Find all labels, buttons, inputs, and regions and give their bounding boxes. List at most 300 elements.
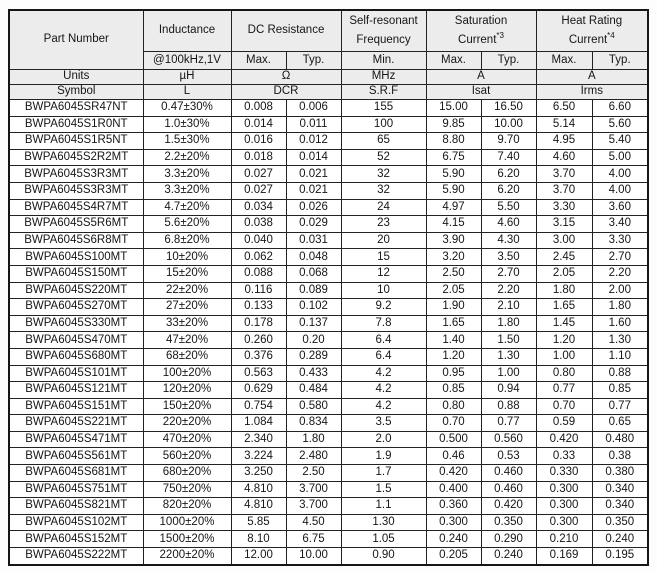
cell-isat_max: 0.420 — [426, 465, 481, 482]
cell-isat_typ: 2.20 — [481, 282, 536, 299]
cell-srf_min: 1.7 — [341, 465, 426, 482]
cell-irms_typ: 6.60 — [592, 100, 648, 117]
table-row — [9, 548, 648, 565]
cell-irms_typ: 0.240 — [592, 531, 648, 548]
cell-irms_max: 0.70 — [536, 398, 592, 415]
cell-part_number: BWPA6045S2R2MT — [9, 149, 143, 166]
cell-dcr_max: 0.754 — [231, 398, 286, 415]
cell-part_number: BWPA6045S5R6MT — [9, 216, 143, 233]
cell-isat_typ: 0.350 — [481, 514, 536, 531]
cell-dcr_max: 0.088 — [231, 265, 286, 282]
table-row — [9, 100, 648, 117]
cell-dcr_max: 0.133 — [231, 299, 286, 316]
cell-srf_min: 4.2 — [341, 382, 426, 399]
cell-isat_typ: 0.290 — [481, 531, 536, 548]
cell-dcr_max: 0.018 — [231, 149, 286, 166]
cell-part_number: BWPA6045S100MT — [9, 249, 143, 266]
cell-isat_typ: 4.30 — [481, 232, 536, 249]
cell-irms_typ: 1.60 — [592, 315, 648, 332]
cell-dcr_max: 12.00 — [231, 548, 286, 565]
cell-dcr_typ: 0.834 — [286, 415, 341, 432]
cell-part_number: BWPA6045S4R7MT — [9, 199, 143, 216]
cell-dcr_max: 3.224 — [231, 448, 286, 465]
unit-dcr: Ω — [231, 70, 341, 85]
cell-inductance: 1.5±30% — [143, 133, 231, 150]
cell-inductance: 10±20% — [143, 249, 231, 266]
cell-isat_typ: 6.20 — [481, 166, 536, 183]
cell-srf_min: 4.2 — [341, 398, 426, 415]
cell-srf_min: 6.4 — [341, 332, 426, 349]
cell-dcr_max: 0.260 — [231, 332, 286, 349]
cell-srf_min: 24 — [341, 199, 426, 216]
cell-srf_min: 1.9 — [341, 448, 426, 465]
inductor-spec-table — [8, 9, 649, 566]
cell-isat_typ: 2.70 — [481, 265, 536, 282]
col-header-saturation-current — [426, 10, 536, 52]
cell-srf_min: 52 — [341, 149, 426, 166]
cell-isat_max: 0.80 — [426, 398, 481, 415]
cell-part_number: BWPA6045S821MT — [9, 498, 143, 515]
header-line: Saturation — [454, 15, 508, 27]
cell-srf_min: 100 — [341, 116, 426, 133]
cell-isat_max: 5.90 — [426, 166, 481, 183]
cell-dcr_typ: 6.75 — [286, 531, 341, 548]
cell-irms_max: 2.05 — [536, 265, 592, 282]
unit-isat: A — [426, 70, 536, 85]
cell-irms_max: 6.50 — [536, 100, 592, 117]
cell-dcr_max: 0.629 — [231, 382, 286, 399]
cell-part_number: BWPA6045S152MT — [9, 531, 143, 548]
cell-irms_max: 2.45 — [536, 249, 592, 266]
cell-dcr_max: 0.034 — [231, 199, 286, 216]
cell-irms_max: 3.15 — [536, 216, 592, 233]
table-row — [9, 282, 648, 299]
col-header-part-number: Part Number — [9, 10, 143, 70]
cell-irms_typ: 0.85 — [592, 382, 648, 399]
cell-isat_max: 3.90 — [426, 232, 481, 249]
cell-isat_typ: 3.50 — [481, 249, 536, 266]
cell-isat_max: 1.65 — [426, 315, 481, 332]
subheader-irms-typ: Typ. — [592, 52, 648, 70]
cell-irms_max: 0.80 — [536, 365, 592, 382]
cell-part_number: BWPA6045S1R0NT — [9, 116, 143, 133]
cell-dcr_typ: 0.068 — [286, 265, 341, 282]
cell-isat_max: 0.46 — [426, 448, 481, 465]
cell-dcr_typ: 0.029 — [286, 216, 341, 233]
cell-srf_min: 0.90 — [341, 548, 426, 565]
cell-irms_max: 0.210 — [536, 531, 592, 548]
cell-dcr_max: 0.040 — [231, 232, 286, 249]
cell-dcr_max: 2.340 — [231, 431, 286, 448]
cell-irms_typ: 1.80 — [592, 299, 648, 316]
cell-dcr_typ: 0.021 — [286, 182, 341, 199]
cell-inductance: 100±20% — [143, 365, 231, 382]
cell-dcr_typ: 0.580 — [286, 398, 341, 415]
cell-part_number: BWPA6045S221MT — [9, 415, 143, 432]
cell-inductance: 220±20% — [143, 415, 231, 432]
cell-isat_max: 1.20 — [426, 348, 481, 365]
cell-irms_typ: 0.380 — [592, 465, 648, 482]
symbol-srf: S.R.F — [341, 85, 426, 100]
cell-isat_typ: 4.60 — [481, 216, 536, 233]
header-line: Frequency — [356, 34, 411, 46]
table-row — [9, 166, 648, 183]
cell-inductance: 1000±20% — [143, 514, 231, 531]
table-row — [9, 232, 648, 249]
symbol-irms: Irms — [536, 85, 648, 100]
cell-irms_typ: 0.65 — [592, 415, 648, 432]
cell-isat_max: 0.360 — [426, 498, 481, 515]
cell-irms_typ: 0.480 — [592, 431, 648, 448]
symbol-row — [9, 85, 648, 100]
units-row — [9, 70, 648, 85]
cell-inductance: 22±20% — [143, 282, 231, 299]
header-line: Heat Rating — [561, 15, 623, 27]
cell-dcr_typ: 0.102 — [286, 299, 341, 316]
cell-dcr_max: 0.062 — [231, 249, 286, 266]
subheader-isat-max: Max. — [426, 52, 481, 70]
cell-irms_typ: 3.40 — [592, 216, 648, 233]
cell-inductance: 750±20% — [143, 481, 231, 498]
cell-irms_max: 0.300 — [536, 498, 592, 515]
cell-irms_typ: 2.20 — [592, 265, 648, 282]
cell-srf_min: 1.5 — [341, 481, 426, 498]
cell-isat_typ: 10.00 — [481, 116, 536, 133]
cell-part_number: BWPA6045S270MT — [9, 299, 143, 316]
footnote-marker: *3 — [496, 31, 504, 41]
subheader-isat-typ: Typ. — [481, 52, 536, 70]
table-row — [9, 365, 648, 382]
table-row — [9, 299, 648, 316]
cell-isat_typ: 16.50 — [481, 100, 536, 117]
col-header-self-resonant-frequency — [341, 10, 426, 52]
cell-isat_max: 1.90 — [426, 299, 481, 316]
cell-part_number: BWPA6045S751MT — [9, 481, 143, 498]
table-row — [9, 265, 648, 282]
cell-part_number: BWPA6045S101MT — [9, 365, 143, 382]
cell-srf_min: 1.05 — [341, 531, 426, 548]
table-row — [9, 481, 648, 498]
cell-srf_min: 2.0 — [341, 431, 426, 448]
cell-irms_typ: 3.60 — [592, 199, 648, 216]
cell-inductance: 47±20% — [143, 332, 231, 349]
col-header-dc-resistance: DC Resistance — [231, 10, 341, 52]
cell-srf_min: 4.2 — [341, 365, 426, 382]
symbol-dcr: DCR — [231, 85, 341, 100]
cell-isat_typ: 0.53 — [481, 448, 536, 465]
cell-dcr_typ: 0.021 — [286, 166, 341, 183]
cell-irms_max: 0.300 — [536, 481, 592, 498]
col-header-heat-rating-current — [536, 10, 648, 52]
cell-dcr_max: 0.116 — [231, 282, 286, 299]
cell-srf_min: 20 — [341, 232, 426, 249]
cell-inductance: 33±20% — [143, 315, 231, 332]
unit-inductance: µH — [143, 70, 231, 85]
cell-dcr_max: 3.250 — [231, 465, 286, 482]
table-row — [9, 133, 648, 150]
cell-srf_min: 65 — [341, 133, 426, 150]
cell-dcr_max: 0.014 — [231, 116, 286, 133]
cell-srf_min: 6.4 — [341, 348, 426, 365]
cell-irms_typ: 4.00 — [592, 166, 648, 183]
col-header-inductance: Inductance — [143, 10, 231, 52]
cell-inductance: 0.47±30% — [143, 100, 231, 117]
cell-dcr_typ: 0.011 — [286, 116, 341, 133]
table-row — [9, 182, 648, 199]
cell-part_number: BWPA6045SR47NT — [9, 100, 143, 117]
table-row — [9, 249, 648, 266]
cell-inductance: 2.2±20% — [143, 149, 231, 166]
cell-dcr_max: 0.178 — [231, 315, 286, 332]
cell-inductance: 120±20% — [143, 382, 231, 399]
cell-isat_max: 0.400 — [426, 481, 481, 498]
cell-part_number: BWPA6045S681MT — [9, 465, 143, 482]
cell-irms_max: 1.65 — [536, 299, 592, 316]
cell-dcr_typ: 3.700 — [286, 481, 341, 498]
cell-dcr_typ: 0.089 — [286, 282, 341, 299]
table-row — [9, 431, 648, 448]
cell-irms_max: 1.45 — [536, 315, 592, 332]
cell-part_number: BWPA6045S330MT — [9, 315, 143, 332]
cell-isat_max: 4.15 — [426, 216, 481, 233]
table-row — [9, 216, 648, 233]
cell-dcr_max: 0.016 — [231, 133, 286, 150]
cell-dcr_max: 4.810 — [231, 481, 286, 498]
cell-isat_typ: 9.70 — [481, 133, 536, 150]
cell-irms_max: 5.14 — [536, 116, 592, 133]
cell-srf_min: 1.1 — [341, 498, 426, 515]
cell-isat_max: 1.40 — [426, 332, 481, 349]
subheader-dcr-typ: Typ. — [286, 52, 341, 70]
cell-inductance: 470±20% — [143, 431, 231, 448]
table-body — [9, 100, 648, 565]
cell-isat_max: 5.90 — [426, 182, 481, 199]
cell-inductance: 15±20% — [143, 265, 231, 282]
cell-isat_max: 2.05 — [426, 282, 481, 299]
header-line: Self-resonant — [349, 15, 418, 27]
cell-dcr_max: 0.376 — [231, 348, 286, 365]
cell-dcr_typ: 0.026 — [286, 199, 341, 216]
cell-irms_typ: 0.340 — [592, 481, 648, 498]
cell-isat_typ: 0.460 — [481, 465, 536, 482]
cell-dcr_typ: 0.006 — [286, 100, 341, 117]
cell-inductance: 2200±20% — [143, 548, 231, 565]
cell-isat_typ: 6.20 — [481, 182, 536, 199]
cell-srf_min: 1.30 — [341, 514, 426, 531]
header-line: Current$^{*4}$ — [568, 31, 615, 46]
cell-dcr_typ: 2.50 — [286, 465, 341, 482]
cell-irms_typ: 5.00 — [592, 149, 648, 166]
cell-dcr_max: 0.027 — [231, 166, 286, 183]
cell-isat_typ: 0.460 — [481, 481, 536, 498]
cell-srf_min: 12 — [341, 265, 426, 282]
cell-irms_typ: 0.88 — [592, 365, 648, 382]
table-row — [9, 498, 648, 515]
cell-isat_typ: 0.560 — [481, 431, 536, 448]
cell-inductance: 680±20% — [143, 465, 231, 482]
cell-part_number: BWPA6045S3R3MT — [9, 182, 143, 199]
cell-dcr_max: 4.810 — [231, 498, 286, 515]
cell-isat_typ: 0.240 — [481, 548, 536, 565]
cell-isat_max: 8.80 — [426, 133, 481, 150]
cell-isat_typ: 5.50 — [481, 199, 536, 216]
cell-dcr_typ: 4.50 — [286, 514, 341, 531]
cell-irms_typ: 2.00 — [592, 282, 648, 299]
cell-dcr_max: 1.084 — [231, 415, 286, 432]
cell-dcr_typ: 0.031 — [286, 232, 341, 249]
cell-isat_typ: 0.88 — [481, 398, 536, 415]
cell-isat_max: 0.205 — [426, 548, 481, 565]
cell-isat_max: 0.85 — [426, 382, 481, 399]
cell-inductance: 1500±20% — [143, 531, 231, 548]
cell-irms_typ: 4.00 — [592, 182, 648, 199]
cell-isat_max: 6.75 — [426, 149, 481, 166]
cell-isat_max: 4.97 — [426, 199, 481, 216]
cell-irms_typ: 5.40 — [592, 133, 648, 150]
cell-irms_max: 0.330 — [536, 465, 592, 482]
cell-srf_min: 7.8 — [341, 315, 426, 332]
table-row — [9, 398, 648, 415]
table-row — [9, 514, 648, 531]
cell-irms_typ: 5.60 — [592, 116, 648, 133]
cell-irms_max: 0.33 — [536, 448, 592, 465]
cell-irms_typ: 3.30 — [592, 232, 648, 249]
cell-irms_typ: 1.30 — [592, 332, 648, 349]
cell-irms_typ: 0.350 — [592, 514, 648, 531]
cell-isat_max: 3.20 — [426, 249, 481, 266]
cell-irms_max: 3.70 — [536, 182, 592, 199]
footnote-marker: *4 — [607, 31, 615, 41]
table-row — [9, 465, 648, 482]
cell-irms_typ: 0.195 — [592, 548, 648, 565]
cell-isat_max: 0.240 — [426, 531, 481, 548]
cell-irms_typ: 0.38 — [592, 448, 648, 465]
units-label: Units — [9, 70, 143, 85]
cell-dcr_max: 0.027 — [231, 182, 286, 199]
subheader-irms-max: Max. — [536, 52, 592, 70]
cell-dcr_typ: 0.137 — [286, 315, 341, 332]
cell-inductance: 560±20% — [143, 448, 231, 465]
cell-dcr_typ: 10.00 — [286, 548, 341, 565]
cell-srf_min: 3.5 — [341, 415, 426, 432]
cell-irms_max: 1.80 — [536, 282, 592, 299]
cell-dcr_typ: 0.433 — [286, 365, 341, 382]
cell-part_number: BWPA6045S220MT — [9, 282, 143, 299]
cell-dcr_max: 0.563 — [231, 365, 286, 382]
cell-isat_typ: 2.10 — [481, 299, 536, 316]
table-row — [9, 199, 648, 216]
cell-isat_typ: 1.80 — [481, 315, 536, 332]
cell-isat_max: 9.85 — [426, 116, 481, 133]
cell-part_number: BWPA6045S6R8MT — [9, 232, 143, 249]
cell-inductance: 3.3±20% — [143, 166, 231, 183]
cell-isat_max: 0.70 — [426, 415, 481, 432]
cell-isat_typ: 1.30 — [481, 348, 536, 365]
cell-irms_max: 4.95 — [536, 133, 592, 150]
cell-isat_max: 0.95 — [426, 365, 481, 382]
table-row — [9, 348, 648, 365]
cell-irms_typ: 0.77 — [592, 398, 648, 415]
header-row-1 — [9, 10, 648, 52]
table-row — [9, 315, 648, 332]
cell-irms_max: 0.420 — [536, 431, 592, 448]
table-row — [9, 332, 648, 349]
cell-part_number: BWPA6045S151MT — [9, 398, 143, 415]
cell-irms_max: 0.169 — [536, 548, 592, 565]
cell-irms_max: 1.00 — [536, 348, 592, 365]
cell-dcr_typ: 0.20 — [286, 332, 341, 349]
cell-dcr_typ: 1.80 — [286, 431, 341, 448]
cell-inductance: 820±20% — [143, 498, 231, 515]
subheader-dcr-max: Max. — [231, 52, 286, 70]
cell-inductance: 3.3±20% — [143, 182, 231, 199]
cell-dcr_max: 8.10 — [231, 531, 286, 548]
cell-irms_typ: 1.10 — [592, 348, 648, 365]
cell-irms_max: 3.30 — [536, 199, 592, 216]
table-row — [9, 531, 648, 548]
cell-inductance: 5.6±20% — [143, 216, 231, 233]
symbol-label: Symbol — [9, 85, 143, 100]
cell-irms_max: 1.20 — [536, 332, 592, 349]
cell-part_number: BWPA6045S150MT — [9, 265, 143, 282]
unit-irms: A — [536, 70, 648, 85]
cell-srf_min: 15 — [341, 249, 426, 266]
cell-dcr_typ: 0.289 — [286, 348, 341, 365]
cell-irms_max: 0.77 — [536, 382, 592, 399]
cell-inductance: 1.0±30% — [143, 116, 231, 133]
cell-part_number: BWPA6045S470MT — [9, 332, 143, 349]
cell-srf_min: 9.2 — [341, 299, 426, 316]
cell-isat_typ: 0.94 — [481, 382, 536, 399]
cell-dcr_typ: 0.484 — [286, 382, 341, 399]
table-row — [9, 415, 648, 432]
subheader-srf-min: Min. — [341, 52, 426, 70]
cell-irms_max: 0.300 — [536, 514, 592, 531]
cell-isat_max: 0.500 — [426, 431, 481, 448]
cell-isat_typ: 1.50 — [481, 332, 536, 349]
cell-dcr_typ: 2.480 — [286, 448, 341, 465]
cell-part_number: BWPA6045S561MT — [9, 448, 143, 465]
cell-part_number: BWPA6045S3R3MT — [9, 166, 143, 183]
cell-isat_typ: 0.420 — [481, 498, 536, 515]
table-head-section — [9, 10, 648, 100]
cell-srf_min: 10 — [341, 282, 426, 299]
cell-irms_max: 0.59 — [536, 415, 592, 432]
symbol-inductance: L — [143, 85, 231, 100]
cell-dcr_typ: 0.048 — [286, 249, 341, 266]
cell-irms_typ: 0.340 — [592, 498, 648, 515]
cell-inductance: 27±20% — [143, 299, 231, 316]
cell-inductance: 68±20% — [143, 348, 231, 365]
cell-dcr_max: 0.008 — [231, 100, 286, 117]
table-row — [9, 149, 648, 166]
cell-part_number: BWPA6045S680MT — [9, 348, 143, 365]
cell-irms_max: 4.60 — [536, 149, 592, 166]
cell-dcr_max: 0.038 — [231, 216, 286, 233]
cell-part_number: BWPA6045S121MT — [9, 382, 143, 399]
cell-isat_max: 0.300 — [426, 514, 481, 531]
cell-irms_typ: 2.70 — [592, 249, 648, 266]
unit-srf: MHz — [341, 70, 426, 85]
cell-dcr_typ: 0.012 — [286, 133, 341, 150]
cell-part_number: BWPA6045S222MT — [9, 548, 143, 565]
cell-dcr_typ: 0.014 — [286, 149, 341, 166]
cell-part_number: BWPA6045S1R5NT — [9, 133, 143, 150]
table-row — [9, 382, 648, 399]
table-row — [9, 116, 648, 133]
cell-part_number: BWPA6045S471MT — [9, 431, 143, 448]
cell-srf_min: 23 — [341, 216, 426, 233]
